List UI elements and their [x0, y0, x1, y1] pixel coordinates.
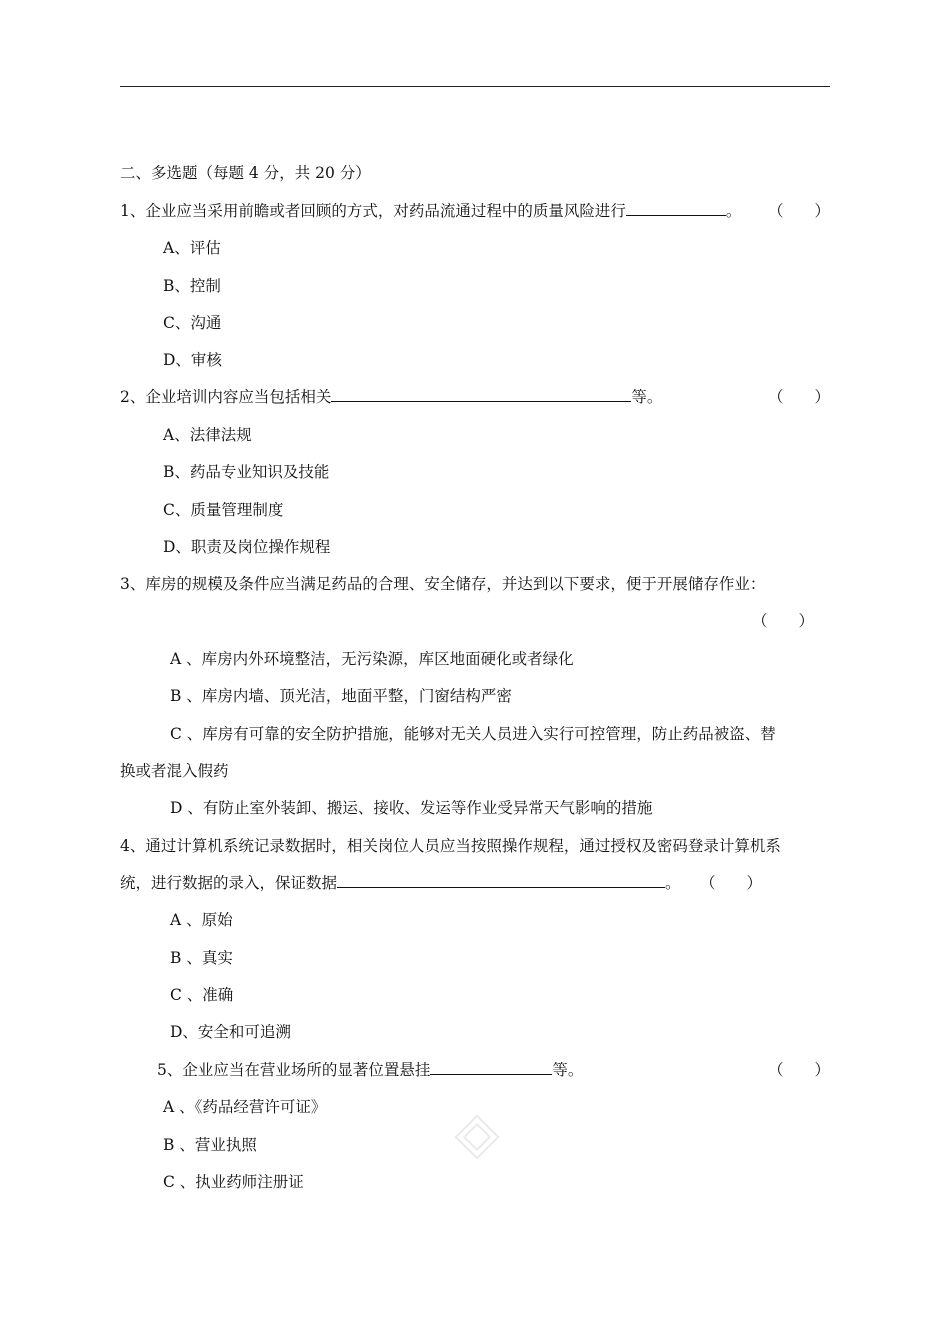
- question-2-option-b: B、药品专业知识及技能: [163, 463, 330, 481]
- question-4-period: 。: [665, 874, 681, 892]
- question-3-answer-paren[interactable]: （ ）: [752, 612, 815, 630]
- question-4-text: 统，进行数据的录入，保证数据: [120, 874, 338, 892]
- question-1-period: 。: [725, 202, 742, 220]
- question-4-option-b: B 、真实: [170, 949, 233, 967]
- question-2-stem: [120, 387, 662, 407]
- question-1-stem: [120, 201, 741, 221]
- question-2-suffix: 等。: [631, 388, 663, 406]
- question-2-blank[interactable]: [331, 387, 631, 402]
- question-3-stem: 3、库房的规模及条件应当满足药品的合理、安全储存，并达到以下要求，便于开展储存作业：: [120, 575, 766, 593]
- question-4-option-d: D、安全和可追溯: [170, 1023, 291, 1041]
- question-4-stem-line2: [120, 873, 681, 893]
- question-4-blank[interactable]: [337, 873, 665, 888]
- question-2-text: 2、企业培训内容应当包括相关: [120, 388, 332, 406]
- question-5-stem: [157, 1060, 583, 1080]
- question-2-answer-paren[interactable]: （ ）: [768, 388, 831, 406]
- question-1-option-b: B、控制: [163, 277, 221, 295]
- question-3-option-b: B 、库房内墙、顶光洁，地面平整，门窗结构严密: [170, 687, 512, 705]
- question-1-answer-paren[interactable]: （ ）: [768, 202, 831, 220]
- question-5-answer-paren[interactable]: （ ）: [768, 1061, 831, 1079]
- question-2-option-c: C、质量管理制度: [163, 501, 284, 519]
- question-4-option-a: A 、原始: [170, 911, 233, 929]
- question-4-stem-line1: 4、通过计算机系统记录数据时，相关岗位人员应当按照操作规程，通过授权及密码登录计算机系: [120, 837, 781, 855]
- question-5-option-c: C 、执业药师注册证: [163, 1173, 304, 1191]
- question-5-option-a: A 、《药品经营许可证》: [163, 1098, 327, 1116]
- question-4-option-c: C 、准确: [170, 986, 234, 1004]
- question-1-text: 1、企业应当采用前瞻或者回顾的方式，对药品流通过程中的质量风险进行: [120, 202, 626, 220]
- question-2-option-d: D、职责及岗位操作规程: [163, 538, 331, 556]
- question-1-option-d: D、审核: [163, 351, 222, 369]
- question-4-answer-paren[interactable]: （ ）: [700, 874, 763, 892]
- question-3-option-d: D 、有防止室外装卸、搬运、接收、发运等作业受异常天气影响的措施: [170, 799, 653, 817]
- header-rule: [120, 86, 830, 87]
- question-5-blank[interactable]: [430, 1060, 552, 1075]
- question-2-option-a: A、法律法规: [163, 426, 252, 444]
- question-5-option-b: B 、营业执照: [163, 1136, 257, 1154]
- question-5-suffix: 等。: [552, 1061, 584, 1079]
- question-3-option-a: A 、库房内外环境整洁，无污染源，库区地面硬化或者绿化: [170, 650, 574, 668]
- watermark-icon: [448, 1108, 508, 1168]
- question-3-option-c-continued: 换或者混入假药: [120, 762, 229, 780]
- question-5-text: 5、企业应当在营业场所的显著位置悬挂: [157, 1061, 431, 1079]
- question-1-blank[interactable]: [626, 201, 726, 216]
- question-1-option-c: C、沟通: [163, 314, 222, 332]
- section-title: 二、多选题（每题 4 分，共 20 分）: [120, 164, 371, 182]
- question-1-option-a: A、评估: [163, 239, 221, 257]
- question-3-option-c: C 、库房有可靠的安全防护措施，能够对无关人员进入实行可控管理，防止药品被盗、替: [170, 725, 776, 743]
